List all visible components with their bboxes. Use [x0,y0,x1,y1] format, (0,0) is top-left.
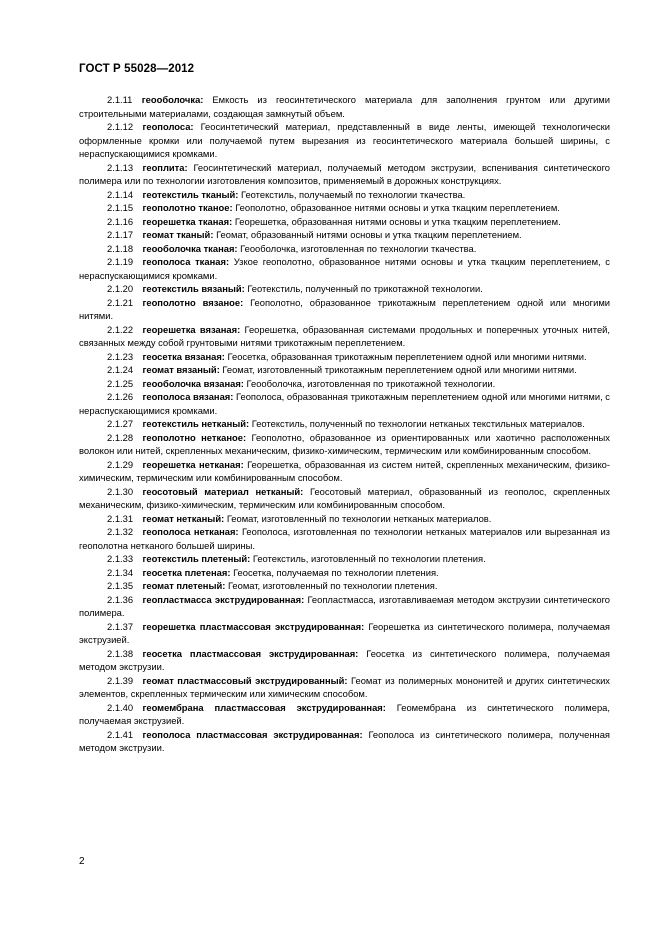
term-definition: Геопластмасса, изготавливаемая методом экструзии синтетического полимера. [79,593,610,618]
definition-paragraph [79,701,610,728]
clause-number: 2.1.24 [107,364,134,375]
clause-number: 2.1.16 [107,215,134,227]
term-name: геооболочка тканая: [142,242,238,254]
term-definition: Геосинтетический материал, представленный в виде ленты, имеющей технологически оформленные кромки или получаемой путем вырезания из геосинтетического материала большей ширины, с нераспускающимися кромками. [79,121,610,159]
definition-paragraph [79,579,610,593]
term-name: геомат плетеный: [142,580,226,591]
clause-number: 2.1.31 [107,512,134,524]
clause-number: 2.1.12 [107,121,134,132]
definition-paragraph [79,255,610,282]
term-definition: Геотекстиль, изготовленный по технологии плетения. [252,553,486,564]
page-number: 2 [79,856,85,867]
term-name: георешетка вязаная: [142,323,241,335]
term-definition: Геополоса из синтетического полимера, полученная методом экструзии. [79,728,610,753]
term-definition: Геооболочка, изготовленная по трикотажной технологии. [246,377,496,389]
clause-number: 2.1.15 [107,202,134,213]
definition-paragraph [79,620,610,647]
definition-paragraph [79,647,610,674]
term-definition: Емкость из геосинтетического материала для заполнения грунтом или другими строительными материалами, создающая замкнутый объем. [79,94,610,119]
definition-paragraph [79,282,610,296]
term-definition: Геомембрана из синтетического полимера, получаемая экструзией. [79,701,610,726]
term-name: геотекстиль нетканый: [142,418,250,429]
term-definition: Геотекстиль, получаемый по технологии ткачества. [241,188,466,200]
term-definition: Геомат, изготовленный по технологии нетканых материалов. [226,512,492,524]
definition-paragraph [79,201,610,215]
term-definition: Геотекстиль, полученный по технологии нетканых текстильных материалов. [251,418,585,429]
term-name: геомат тканый: [142,229,214,240]
term-name: геомат нетканый: [142,512,225,524]
term-definition: Геополоса, изготовленная по технологии нетканых материалов или вырезанная из геополотна нетканого большей ширины. [79,526,610,551]
clause-number: 2.1.20 [107,283,134,294]
clause-number: 2.1.11 [107,94,133,105]
clause-number: 2.1.25 [107,377,134,389]
term-name: геополоса тканая: [142,256,230,267]
clause-number: 2.1.39 [107,674,134,686]
clause-number: 2.1.38 [107,647,134,659]
term-name: геоплита: [142,161,188,173]
term-definition: Георешетка, образованная из систем нитей, скрепленных механическим, физико-химическим, термическим или комбинированным способом. [79,458,610,483]
term-name: геополотно нетканое: [142,431,247,443]
clause-number: 2.1.30 [107,485,134,497]
definition-paragraph [79,188,610,202]
definition-paragraph [79,417,610,431]
clause-number: 2.1.33 [107,553,134,564]
definition-paragraph [79,566,610,580]
definition-paragraph [79,215,610,229]
document-code-header: ГОСТ Р 55028—2012 [79,63,195,75]
definition-paragraph [79,728,610,755]
term-definition: Геополотно, образованное трикотажным переплетением одной или многими нитями. [79,296,611,321]
clause-number: 2.1.13 [107,161,134,173]
definition-paragraph [79,593,610,620]
clause-number: 2.1.37 [107,620,134,632]
term-definition: Геомат, образованный нитями основы и утка ткацким переплетением. [216,229,522,240]
term-name: геополоса вязаная: [142,391,234,402]
definition-paragraph [79,512,610,526]
term-name: геополоса пластмассовая экструдированная: [142,728,363,740]
term-definition: Узкое геополотно, образованное нитями основы и утка ткацким переплетением, с нераспускающимися кромками. [79,256,610,281]
term-definition: Геомат из полимерных мононитей и других синтетических элементов, скрепленных термическим или химическим способом. [79,674,610,699]
clause-number: 2.1.21 [107,296,134,308]
term-definition: Геополотно, образованное из ориентированных или хаотично расположенных волокон или нитей, скрепленных механическим, физико-химическим, термическим или комбинированным способом. [79,431,610,456]
term-definition: Геосотовый материал, образованный из геополос, скрепленных механическим, физико-химическим, термическим или комбинированным способом. [79,485,610,510]
clause-number: 2.1.29 [107,458,134,470]
definition-paragraph [79,120,610,161]
term-name: геосетка пластмассовая экструдированная: [142,647,359,659]
definition-paragraph [79,296,610,323]
term-name: геосотовый материал нетканый: [142,485,304,497]
term-definition: Геосетка из синтетического полимера, получаемая методом экструзии. [79,647,610,672]
term-name: геооболочка: [141,94,204,105]
term-definition: Геотекстиль, полученный по трикотажной технологии. [247,283,483,294]
definition-paragraph [79,525,610,552]
term-definition: Геооболочка, изготовленная по технологии ткачества. [240,242,477,254]
term-name: геооболочка вязаная: [142,377,244,389]
clause-number: 2.1.32 [107,526,134,537]
term-name: геосетка плетеная: [142,566,231,578]
term-definition: Геомат, изготовленный трикотажным переплетением одной или многими нитями. [222,364,577,375]
term-name: геомембрана пластмассовая экструдированная: [142,701,386,713]
term-name: геополотно тканое: [142,202,233,213]
definition-paragraph [79,350,610,364]
term-definition: Геосетка, образованная трикотажным переплетением одной или многими нитями. [227,350,587,362]
term-name: георешетка пластмассовая экструдированная: [142,620,365,632]
term-name: геополотно вязаное: [142,296,244,308]
term-name: георешетка тканая: [142,215,233,227]
term-definition: Геосинтетический материал, получаемый методом экструзии, вспенивания синтетического полимера или по технологии изготовления композитов, применяемый в дорожных конструкциях. [79,161,610,186]
term-name: геополоса: [142,121,194,132]
term-name: геотекстиль тканый: [142,188,239,200]
definition-paragraph [79,228,610,242]
term-name: геотекстиль плетеный: [142,553,251,564]
definition-paragraph [79,93,610,120]
definition-paragraph [79,161,610,188]
clause-number: 2.1.27 [107,418,134,429]
clause-number: 2.1.22 [107,323,134,335]
clause-number: 2.1.41 [107,728,134,740]
clause-number: 2.1.40 [107,701,134,713]
term-definition: Геополотно, образованное нитями основы и утка ткацким переплетением. [235,202,560,213]
definition-paragraph [79,458,610,485]
term-name: геотекстиль вязаный: [142,283,245,294]
definition-paragraph [79,242,610,256]
clause-number: 2.1.36 [107,593,134,605]
clause-number: 2.1.35 [107,580,134,591]
clause-number: 2.1.14 [107,188,134,200]
clause-number: 2.1.34 [107,566,134,578]
definitions-body [79,93,610,755]
definition-paragraph [79,377,610,391]
clause-number: 2.1.18 [107,242,134,254]
term-name: геосетка вязаная: [142,350,225,362]
definition-paragraph [79,552,610,566]
clause-number: 2.1.26 [107,391,134,402]
clause-number: 2.1.23 [107,350,134,362]
term-name: геомат вязаный: [142,364,220,375]
term-name: геополоса нетканая: [142,526,239,537]
definition-paragraph [79,431,610,458]
definition-paragraph [79,390,610,417]
definition-paragraph [79,485,610,512]
definition-paragraph [79,363,610,377]
definition-paragraph [79,674,610,701]
term-definition: Георешетка, образованная системами продольных и поперечных уточных нитей, связанных между собой грунтовыми нитями трикотажным переплетением. [79,323,611,348]
clause-number: 2.1.17 [107,229,134,240]
clause-number: 2.1.19 [107,256,134,267]
definition-paragraph [79,323,610,350]
term-definition: Георешетка из синтетического полимера, получаемая экструзией. [79,620,610,645]
term-definition: Геосетка, получаемая по технологии плетения. [233,566,439,578]
clause-number: 2.1.28 [107,431,134,443]
term-name: геомат пластмассовый экструдированный: [142,674,348,686]
term-name: геопластмасса экструдированная: [142,593,305,605]
term-definition: Геополоса, образованная трикотажным переплетением одной или многими нитями, с нераспускающимися кромками. [79,391,610,416]
term-name: георешетка нетканая: [142,458,244,470]
term-definition: Геомат, изготовленный по технологии плетения. [227,580,438,591]
term-definition: Георешетка, образованная нитями основы и утка ткацким переплетением. [234,215,561,227]
